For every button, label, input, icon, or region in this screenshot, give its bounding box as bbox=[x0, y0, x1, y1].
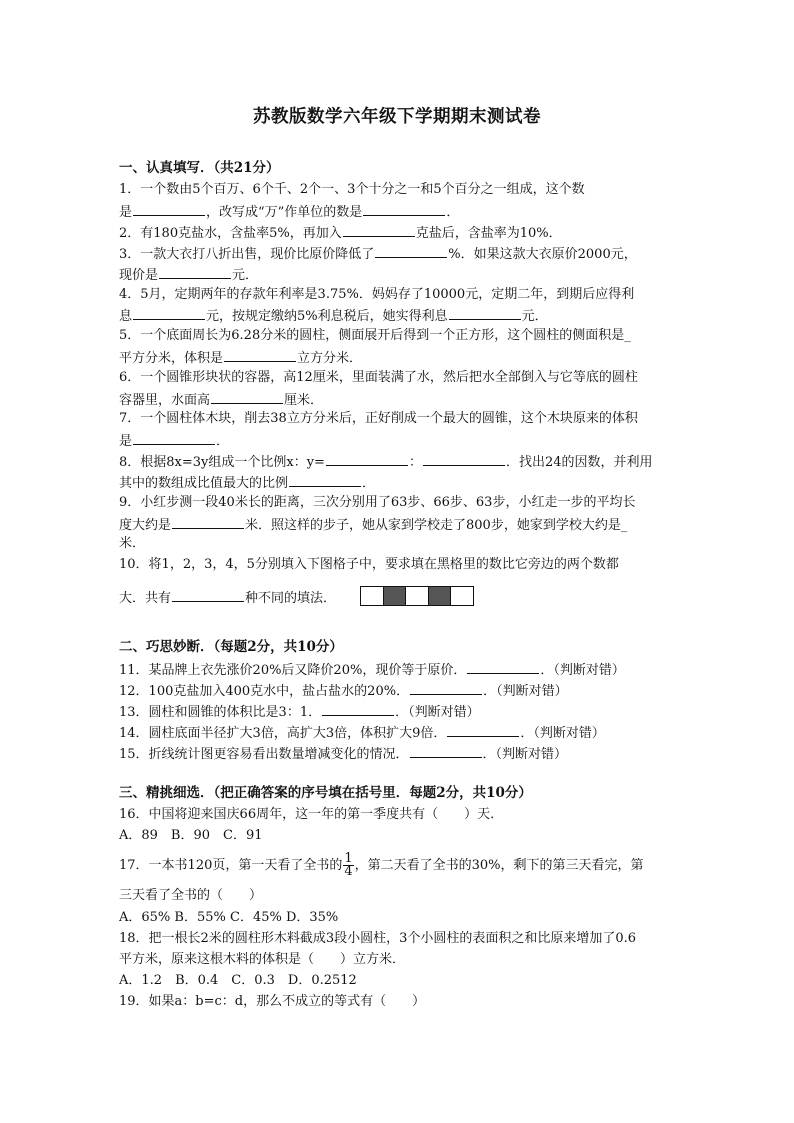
answer-blank bbox=[133, 307, 205, 320]
question-18-line-2: 平方米，原来这根木料的体积是（ ）立方米． bbox=[119, 952, 406, 967]
question-6-line-1: 6．一个圆锥形块状的容器，高12厘米，里面装满了水，然后把水全部倒入与它等底的圆柱 bbox=[119, 370, 638, 385]
question-18-line-1: 18．把一根长2米的圆柱形木料截成3段小圆柱，3个小圆柱的表面积之和比原来增加了0.6 bbox=[119, 931, 637, 946]
question-15: 15．折线统计图更容易看出数量增减变化的情况． ．（判断对错） bbox=[119, 747, 568, 762]
question-5-line-1: 5．一个底面周长为6.28分米的圆柱，侧面展开后得到一个正方形，这个圆柱的侧面积是_ bbox=[119, 328, 631, 343]
question-6-line-2: 容器里，水面高 厘米． bbox=[119, 393, 324, 408]
grid-cell-white bbox=[406, 587, 429, 605]
question-3-line-1: 3．一款大衣打八折出售，现价比原价降低了 %．如果这款大衣原价2000元， bbox=[119, 247, 637, 262]
grid-cell-dark bbox=[384, 587, 407, 605]
question-17-options: A．65% B．55% C．45% D．35% bbox=[119, 910, 339, 925]
answer-blank bbox=[211, 391, 283, 404]
answer-blank bbox=[322, 703, 394, 716]
answer-blank bbox=[343, 224, 415, 237]
question-1-line-2: 是 ，改写成“万”作单位的数是 ． bbox=[119, 205, 460, 220]
question-10-line-1: 10．将1，2，3，4，5分别填入下图格子中，要求填在黑格里的数比它旁边的两个数都 bbox=[119, 557, 619, 572]
question-9-line-1: 9．小红步测一段40米长的距离，三次分别用了63步、66步、63步，小红走一步的平均长 bbox=[119, 495, 636, 510]
fraction-one-quarter: $\frac{1}{4}$ bbox=[344, 851, 353, 879]
page-title: 苏教版数学六年级下学期期末测试卷 bbox=[253, 107, 541, 127]
question-7-line-2: 是 ． bbox=[119, 434, 230, 449]
answer-blank bbox=[172, 516, 244, 529]
question-3-line-2: 现价是 元． bbox=[119, 268, 259, 283]
question-8-line-2: 其中的数组成比值最大的比例 ． bbox=[119, 476, 376, 491]
question-12: 12．100克盐加入400克水中，盐占盐水的20%． ．（判断对错） bbox=[119, 684, 568, 699]
answer-blank bbox=[224, 349, 296, 362]
question-14: 14．圆柱底面半径扩大3倍，高扩大3倍，体积扩大9倍． ．（判断对错） bbox=[119, 726, 605, 741]
answer-blank bbox=[289, 474, 361, 487]
question-13: 13．圆柱和圆锥的体积比是3：1． ．（判断对错） bbox=[119, 705, 480, 720]
section-heading-2: 二、巧思妙断．（每题2分，共10分） bbox=[119, 639, 343, 655]
answer-blank bbox=[410, 682, 482, 695]
question-16: 16．中国将迎来国庆66周年，这一年的第一季度共有（ ）天． bbox=[119, 807, 504, 822]
question-10-line-2: 大．共有 种不同的填法． bbox=[119, 591, 337, 606]
answer-blank bbox=[363, 203, 445, 216]
answer-blank bbox=[423, 453, 505, 466]
question-19: 19．如果a：b=c：d，那么不成立的等式有（ ） bbox=[119, 994, 426, 1009]
grid-cell-white bbox=[451, 587, 473, 605]
question-7-line-1: 7．一个圆柱体木块，削去38立方分米后，正好削成一个最大的圆锥，这个木块原来的体积 bbox=[119, 411, 638, 426]
answer-blank bbox=[467, 661, 539, 674]
question-16-options: A．89 B．90 C．91 bbox=[119, 828, 263, 843]
question-11: 11．某品牌上衣先涨价20%后又降价20%，现价等于原价． ．（判断对错） bbox=[119, 663, 625, 678]
question-4-line-1: 4．5月，定期两年的存款年利率是3.75%．妈妈存了10000元，定期二年，到期后应得利 bbox=[119, 287, 635, 302]
answer-blank bbox=[159, 266, 231, 279]
question-5-line-2: 平方分米，体积是 立方分米． bbox=[119, 351, 363, 366]
number-grid bbox=[360, 586, 474, 606]
question-4-line-2: 息 元，按规定缴纳5%利息税后，她实得利息 元． bbox=[119, 309, 548, 324]
section-heading-3: 三、精挑细选．（把正确答案的序号填在括号里．每题2分，共10分） bbox=[119, 785, 532, 801]
question-9-line-2: 度大约是 米．照这样的步子，她从家到学校走了800步，她家到学校大约是_ bbox=[119, 518, 628, 533]
answer-blank bbox=[133, 432, 215, 445]
question-8-line-1: 8．根据8x=3y组成一个比例x：y= ： ．找出24的因数，并利用 bbox=[119, 455, 653, 470]
question-1-line-1: 1．一个数由5个百万、6个千、2个一、3个十分之一和5个百分之一组成，这个数 bbox=[119, 182, 585, 197]
answer-blank bbox=[449, 307, 521, 320]
answer-blank bbox=[133, 203, 205, 216]
question-17-line-2: 三天看了全书的（ ） bbox=[119, 888, 263, 903]
answer-blank bbox=[326, 453, 408, 466]
question-9-line-3: 米． bbox=[119, 536, 146, 551]
question-2: 2．有180克盐水，含盐率5%，再加入 克盐后，含盐率为10%． bbox=[119, 226, 562, 241]
grid-cell-dark bbox=[429, 587, 452, 605]
grid-cell-white bbox=[361, 587, 384, 605]
answer-blank bbox=[447, 724, 519, 737]
question-18-options: A．1.2 B．0.4 C．0.3 D．0.2512 bbox=[119, 973, 357, 988]
answer-blank bbox=[410, 745, 482, 758]
section-heading-1: 一、认真填写．（共21分） bbox=[119, 160, 280, 176]
answer-blank bbox=[375, 245, 447, 258]
answer-blank bbox=[172, 589, 244, 602]
question-17-line-1: 17．一本书120页，第一天看了全书的 $\frac{1}{4}$ ，第二天看了全书的30%，剩下的第三天看完，第 bbox=[119, 851, 644, 879]
